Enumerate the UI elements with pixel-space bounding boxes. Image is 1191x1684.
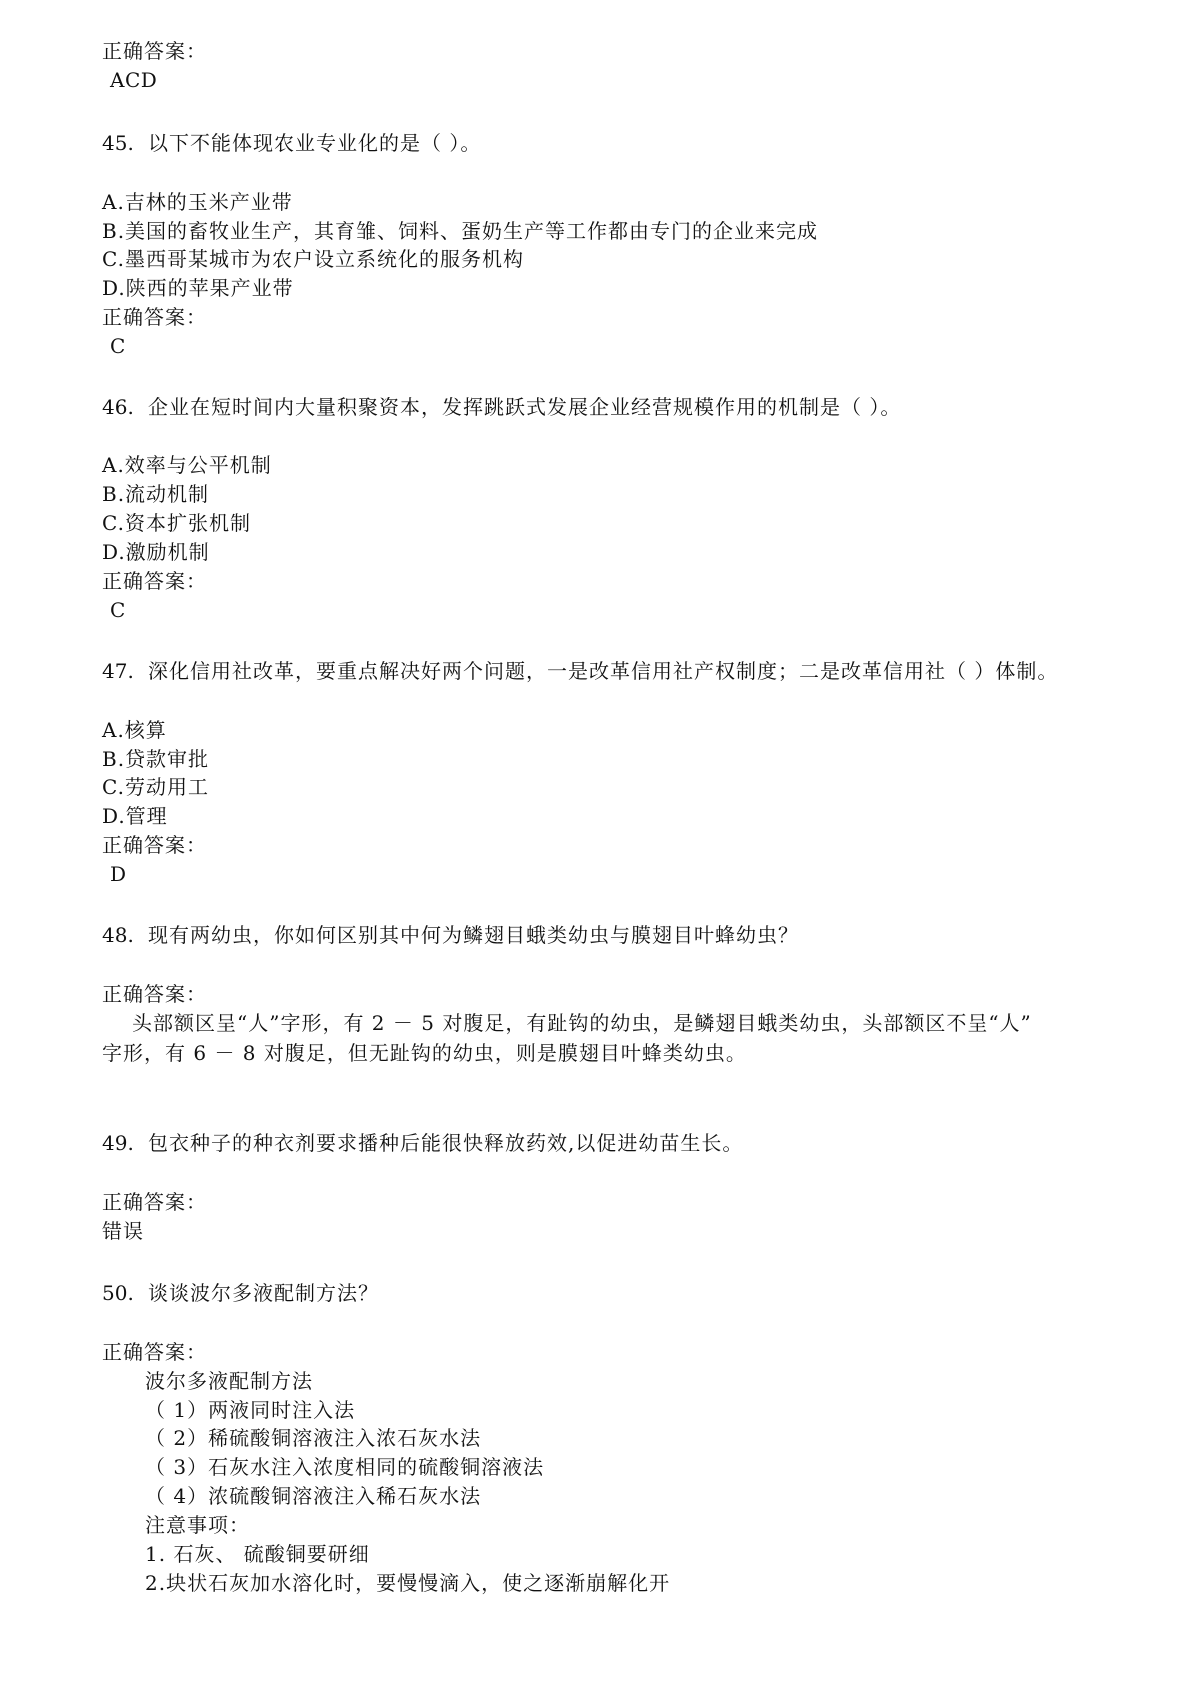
answer-text-line: （ 3）石灰水注入浓度相同的硫酸铜溶液法 <box>145 1455 545 1479</box>
option-b: B.美国的畜牧业生产，其育雏、饲料、蛋奶生产等工作都由专门的企业来完成 <box>102 219 819 243</box>
answer-text-line: 1. 石灰、 硫酸铜要研细 <box>145 1542 370 1566</box>
question-number: 45. <box>102 131 134 155</box>
question-45 <box>102 130 481 156</box>
answer-text-line: （ 4）浓硫酸铜溶液注入稀石灰水法 <box>145 1484 482 1508</box>
answer-text-line: 字形，有 6 － 8 对腹足，但无趾钩的幼虫，则是膜翅目叶蜂类幼虫。 <box>102 1041 747 1065</box>
question-number: 49. <box>102 1131 134 1155</box>
option-c: C.资本扩张机制 <box>102 511 251 535</box>
answer-label: 正确答案： <box>102 833 207 857</box>
option-a: A.吉林的玉米产业带 <box>102 190 293 214</box>
answer-label: 正确答案： <box>102 305 207 329</box>
option-a: A.核算 <box>102 718 167 742</box>
answer-label: 正确答案： <box>102 569 207 593</box>
question-text: 深化信用社改革，要重点解决好两个问题，一是改革信用社产权制度；二是改革信用社（ ）体制。 <box>148 659 1059 683</box>
question-text: 现有两幼虫，你如何区别其中何为鳞翅目蛾类幼虫与膜翅目叶蜂幼虫？ <box>148 923 799 947</box>
option-b: B.贷款审批 <box>102 747 210 771</box>
answer-text-line: （ 2）稀硫酸铜溶液注入浓石灰水法 <box>145 1426 482 1450</box>
answer-text-line: （ 1）两液同时注入法 <box>145 1398 356 1422</box>
answer-value: 错误 <box>102 1219 144 1243</box>
option-d: D.陕西的苹果产业带 <box>102 276 294 300</box>
answer-label: 正确答案： <box>102 39 207 63</box>
question-49 <box>102 1130 743 1156</box>
question-number: 47. <box>102 659 134 683</box>
question-47 <box>102 658 1058 684</box>
answer-label: 正确答案： <box>102 1190 207 1214</box>
answer-value: C <box>110 598 126 622</box>
answer-text-line: 2.块状石灰加水溶化时，要慢慢滴入，使之逐渐崩解化开 <box>145 1571 671 1595</box>
answer-value: ACD <box>110 68 158 92</box>
answer-value: D <box>110 862 127 886</box>
option-b: B.流动机制 <box>102 482 210 506</box>
question-number: 48. <box>102 923 134 947</box>
option-c: C.墨西哥某城市为农户设立系统化的服务机构 <box>102 247 524 271</box>
option-a: A.效率与公平机制 <box>102 453 272 477</box>
question-text: 谈谈波尔多液配制方法？ <box>148 1281 379 1305</box>
question-text: 以下不能体现农业专业化的是（ ）。 <box>148 131 482 155</box>
question-48 <box>102 922 799 948</box>
answer-text-line: 波尔多液配制方法 <box>145 1369 313 1393</box>
option-c: C.劳动用工 <box>102 775 209 799</box>
question-text: 包衣种子的种衣剂要求播种后能很快释放药效,以促进幼苗生长。 <box>148 1131 744 1155</box>
question-number: 46. <box>102 395 134 419</box>
question-number: 50. <box>102 1281 134 1305</box>
answer-label: 正确答案： <box>102 1340 207 1364</box>
answer-label: 正确答案： <box>102 982 207 1006</box>
question-text: 企业在短时间内大量积聚资本，发挥跳跃式发展企业经营规模作用的机制是（ ）。 <box>148 395 902 419</box>
option-d: D.管理 <box>102 804 168 828</box>
answer-text-line: 头部额区呈“人”字形，有 2 － 5 对腹足，有趾钩的幼虫，是鳞翅目蛾类幼虫，头部额区不呈“人” <box>132 1011 1032 1035</box>
question-46 <box>102 394 901 420</box>
question-50 <box>102 1280 379 1306</box>
answer-value: C <box>110 334 126 358</box>
option-d: D.激励机制 <box>102 540 210 564</box>
answer-text-line: 注意事项： <box>145 1513 250 1537</box>
